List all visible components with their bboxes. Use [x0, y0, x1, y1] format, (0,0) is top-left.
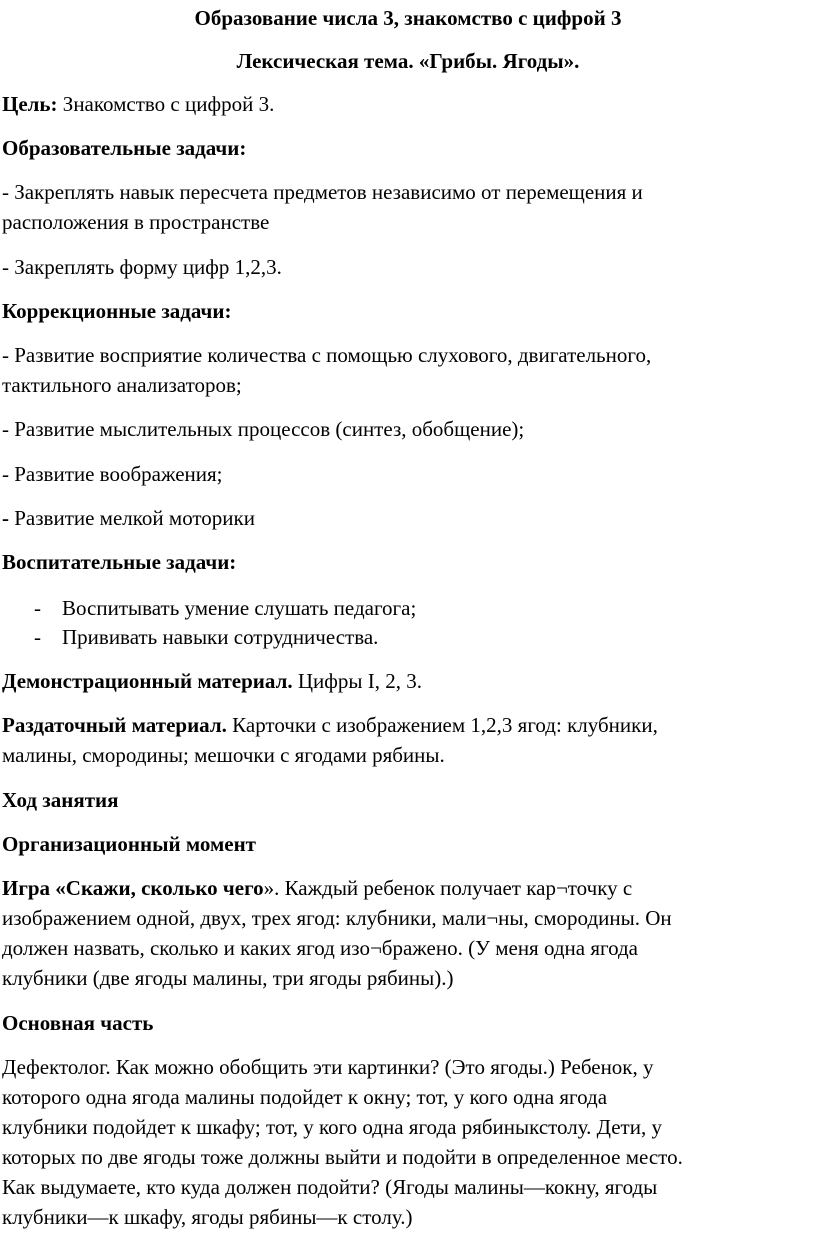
correctional-item-4: - Развитие мелкой моторики [2, 506, 255, 530]
upbringing-heading: Воспитательные задачи: [2, 550, 237, 574]
game-line-4: клубники (две ягоды малины, три ягоды рябины).) [2, 966, 454, 990]
goal-line: Цель: Знакомство с цифрой 3. [2, 92, 275, 116]
main-line-3: клубники подойдет к шкафу; тот, у кого одна ягода рябиныкстолу. Дети, у [2, 1115, 662, 1139]
correctional-item-1: - Развитие восприятие количества с помощью слухового, двигательного, [2, 343, 652, 367]
upbringing-item-2: - Прививать навыки сотрудничества. [34, 625, 379, 649]
upbringing-item-1: - Воспитывать умение слушать педагога; [34, 596, 417, 620]
org-heading: Организационный момент [2, 832, 256, 856]
demo-material: Демонстрационный материал. Цифры I, 2, 3. [2, 669, 422, 693]
main-line-6: клубники—к шкафу, ягоды рябины—к столу.) [2, 1205, 413, 1229]
game-line-1: Игра «Скажи, сколько чего». Каждый ребенок получает кар¬точку с [2, 876, 633, 900]
educational-item-2: - Закреплять форму цифр 1,2,3. [2, 255, 282, 279]
educational-item-1-cont: расположения в пространстве [2, 210, 270, 234]
game-line-2: изображением одной, двух, трех ягод: клубники, мали¬ны, смородины. Он [2, 906, 672, 930]
correctional-item-1-cont: тактильного анализаторов; [2, 373, 242, 397]
educational-item-1: - Закреплять навык пересчета предметов независимо от перемещения и [2, 180, 643, 204]
correctional-item-2: - Развитие мыслительных процессов (синтез, обобщение); [2, 417, 525, 441]
main-line-2: которого одна ягода малины подойдет к окну; тот, у кого одна ягода [2, 1085, 608, 1109]
document-title: Образование числа 3, знакомство с цифрой 3 [194, 6, 622, 30]
main-line-1: Дефектолог. Как можно обобщить эти картинки? (Это ягоды.) Ребенок, у [2, 1055, 654, 1079]
main-line-5: Как выдумаете, кто куда должен подойти? (Ягоды малины—кокну, ягоды [2, 1175, 658, 1199]
handout-material: Раздаточный материал. Карточки с изображением 1,2,3 ягод: клубники, [2, 713, 658, 737]
course-heading: Ход занятия [2, 788, 119, 812]
correctional-item-3: - Развитие воображения; [2, 462, 223, 486]
educational-heading: Образовательные задачи: [2, 136, 247, 160]
correctional-heading: Коррекционные задачи: [2, 299, 232, 323]
game-line-3: должен назвать, сколько и каких ягод изо¬бражено. (У меня одна ягода [2, 936, 638, 960]
handout-material-cont: малины, смородины; мешочки с ягодами рябины. [2, 743, 445, 767]
main-line-4: которых по две ягоды тоже должны выйти и подойти в определенное место. [2, 1145, 683, 1169]
lexical-topic: Лексическая тема. «Грибы. Ягоды». [236, 49, 580, 73]
main-heading: Основная часть [2, 1011, 154, 1035]
